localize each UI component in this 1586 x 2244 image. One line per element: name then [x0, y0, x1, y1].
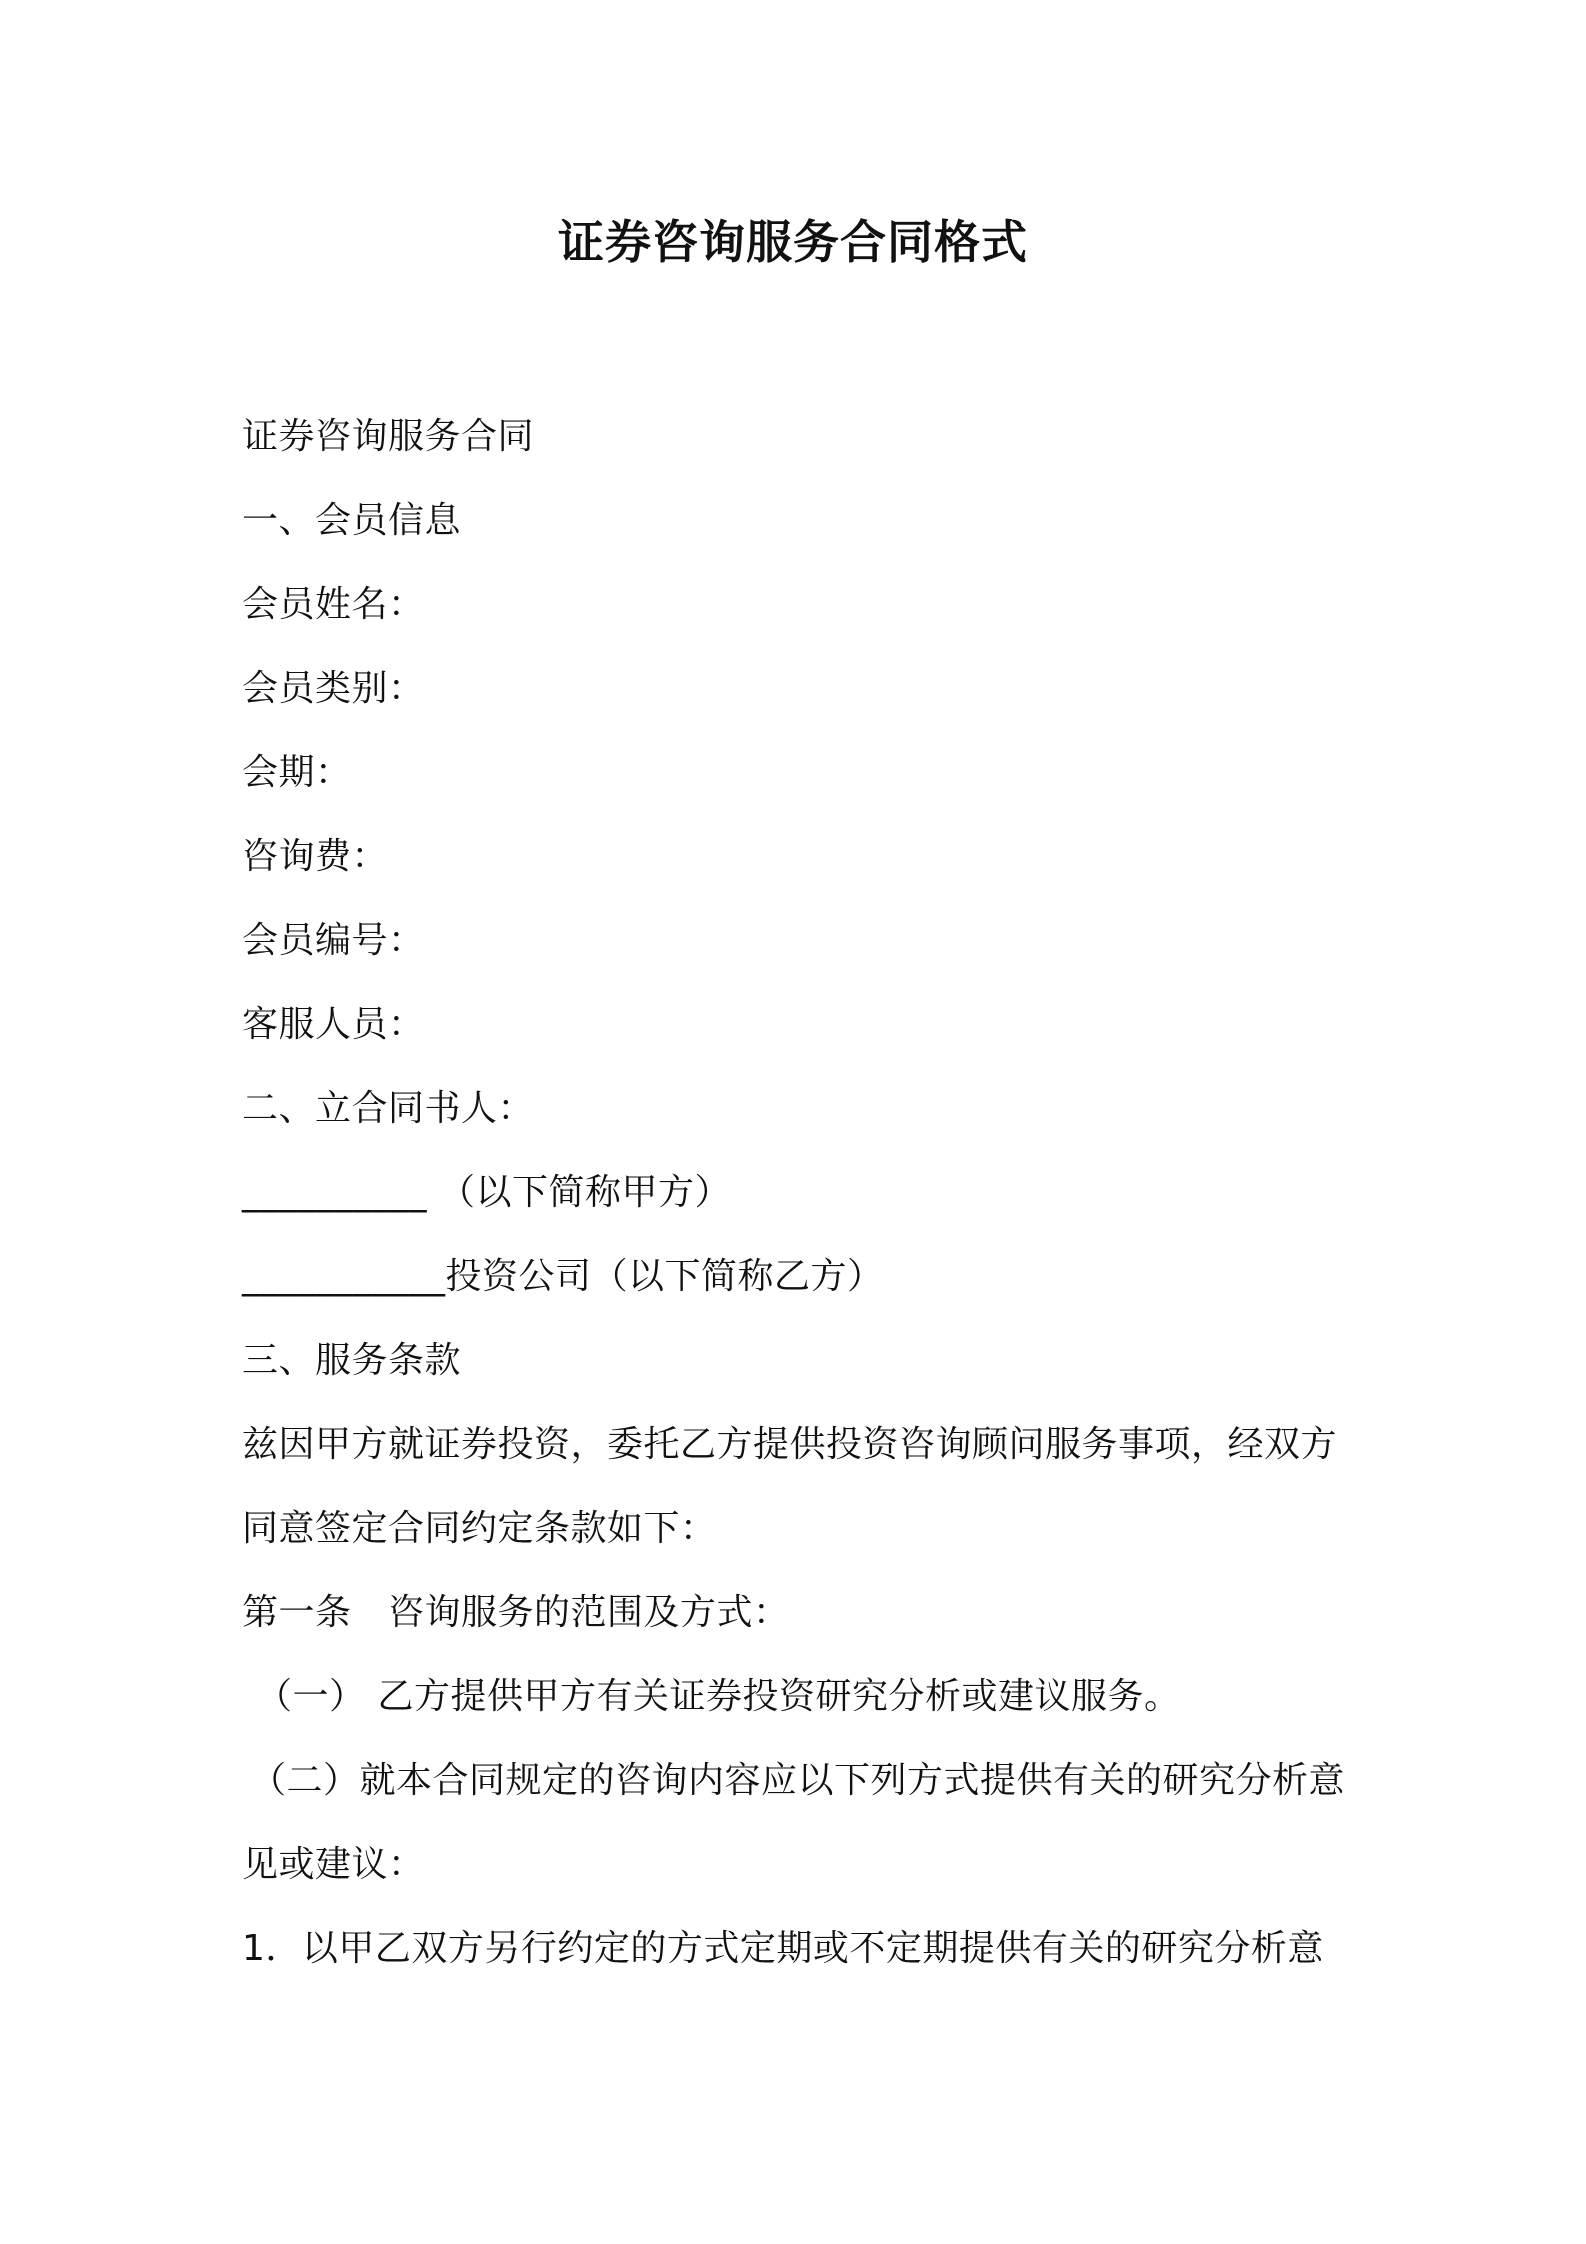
article-one-heading: 第一条 咨询服务的范围及方式：	[242, 1592, 790, 1633]
field-term: 会期：	[242, 752, 352, 793]
paragraph-intro-line-2: 同意签定合同约定条款如下：	[242, 1508, 717, 1549]
section-parties: 二、立合同书人：	[242, 1088, 535, 1129]
party-b-line: ___________投资公司（以下简称乙方）	[242, 1256, 884, 1297]
field-service-staff: 客服人员：	[242, 1004, 425, 1045]
field-consulting-fee: 咨询费：	[242, 836, 389, 877]
field-member-number: 会员编号：	[242, 920, 425, 961]
party-a-line: __________ （以下简称甲方）	[242, 1172, 731, 1213]
paragraph-intro-line-1: 兹因甲方就证券投资，委托乙方提供投资咨询顾问服务事项，经双方	[242, 1424, 1338, 1465]
contract-heading: 证券咨询服务合同	[242, 416, 535, 457]
field-member-name: 会员姓名：	[242, 584, 425, 625]
clause-one: （一） 乙方提供甲方有关证券投资研究分析或建议服务。	[256, 1676, 1181, 1717]
document-title: 证券咨询服务合同格式	[558, 215, 1028, 269]
section-service-terms: 三、服务条款	[242, 1340, 462, 1381]
item-one-line: 1．以甲乙双方另行约定的方式定期或不定期提供有关的研究分析意	[242, 1928, 1324, 1969]
clause-two-line-2: 见或建议：	[242, 1844, 425, 1885]
field-member-category: 会员类别：	[242, 668, 425, 709]
section-member-info: 一、会员信息	[242, 500, 462, 541]
clause-two-line-1: （二）就本合同规定的咨询内容应以下列方式提供有关的研究分析意	[250, 1760, 1346, 1801]
